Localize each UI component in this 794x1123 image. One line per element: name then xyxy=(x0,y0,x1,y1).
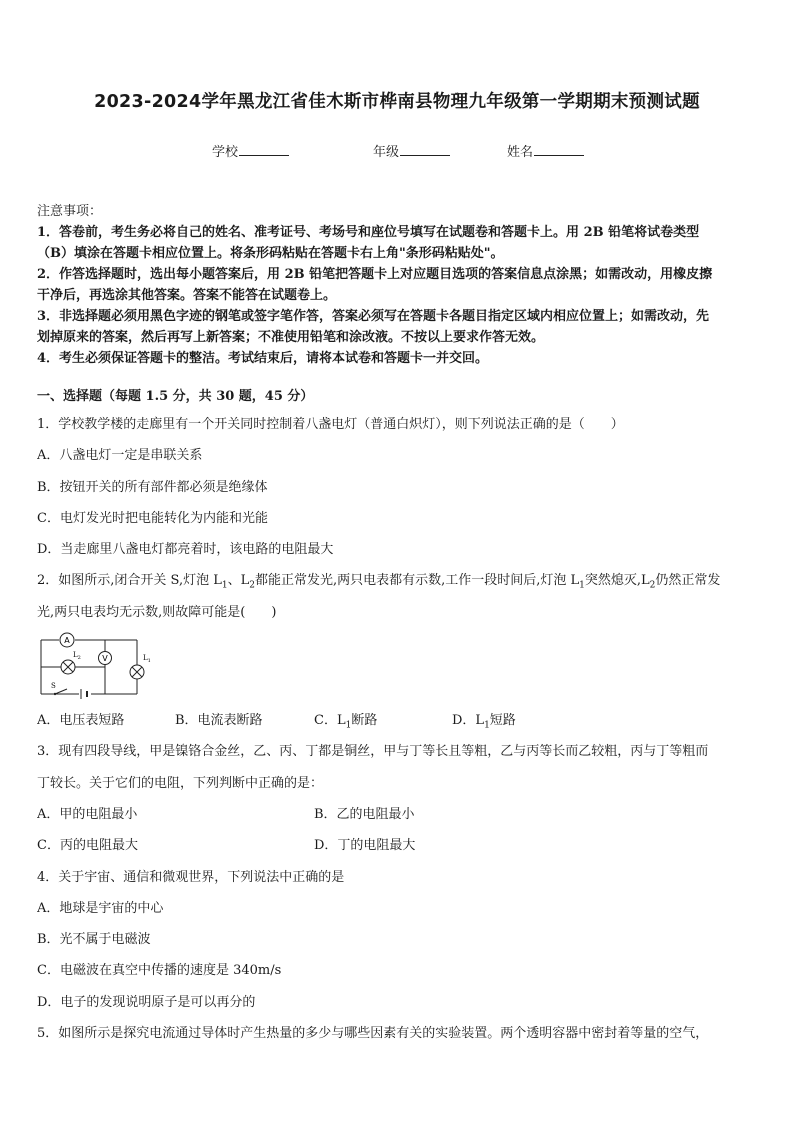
note-line: 2．作答选择题时，选出每小题答案后，用 2B 铅笔把答题卡上对应题目选项的答案信息点涂黑；如需改动，用橡皮擦 xyxy=(37,267,713,282)
q1-option-d[interactable]: D．当走廊里八盏电灯都亮着时，该电路的电阻最大 xyxy=(37,542,334,558)
grade-blank[interactable] xyxy=(400,144,450,156)
note-line: （B）填涂在答题卡相应位置上。将条形码粘贴在答题卡右上角"条形码粘贴处"。 xyxy=(37,246,504,261)
note-line: 划掉原来的答案，然后再写上新答案；不准使用铅笔和涂改液。不按以上要求作答无效。 xyxy=(37,330,545,345)
grade-label: 年级 xyxy=(373,145,400,160)
q4-option-a[interactable]: A．地球是宇宙的中心 xyxy=(37,900,164,916)
q4-option-d[interactable]: D．电子的发现说明原子是可以再分的 xyxy=(37,994,256,1010)
q3-option-b[interactable]: B．乙的电阻最小 xyxy=(314,806,415,822)
note-line: 3．非选择题必须用黑色字迹的钢笔或签字笔作答，答案必须写在答题卡各题目指定区域内相应位置上；如需改动，先 xyxy=(37,309,710,324)
q2-option-b[interactable]: B．电流表断路 xyxy=(175,713,263,729)
notes-heading: 注意事项： xyxy=(37,204,103,219)
q2-option-c[interactable]: C．$L_1$断路 xyxy=(314,713,378,731)
switch-icon xyxy=(55,689,67,694)
q1-option-b[interactable]: B．按钮开关的所有部件都必须是绝缘体 xyxy=(37,479,268,495)
note-line: 干净后，再选涂其他答案。答案不能答在试题卷上。 xyxy=(37,288,337,303)
name-blank[interactable] xyxy=(534,144,584,156)
q3-options-row1 xyxy=(37,799,759,830)
notes-section xyxy=(37,201,759,369)
q1-option-a[interactable]: A．八盏电灯一定是串联关系 xyxy=(37,448,203,464)
q3-options-row2 xyxy=(37,830,759,861)
circuit-svg xyxy=(39,628,159,705)
q2-circuit-diagram xyxy=(37,628,759,705)
q4-option-c[interactable]: C．电磁波在真空中传播的速度是 340m/s xyxy=(37,963,282,979)
q1-option-c[interactable]: C．电灯发光时把电能转化为内能和光能 xyxy=(37,510,268,526)
q2-options xyxy=(37,705,759,736)
lamp-l2-label: $L_2$ xyxy=(73,651,81,662)
q1-stem: 1．学校教学楼的走廊里有一个开关同时控制着八盏电灯（普通白炽灯），则下列说法正确的是（ ） xyxy=(37,417,624,432)
q5-stem: 5．如图所示是探究电流通过导体时产生热量的多少与哪些因素有关的实验装置。两个透明容器中密封着等量的空气， xyxy=(37,1026,709,1042)
school-blank[interactable] xyxy=(239,144,289,156)
q2-option-a[interactable]: A．电压表短路 xyxy=(37,713,125,729)
q4-stem: 4．关于宇宙、通信和微观世界，下列说法中正确的是 xyxy=(37,869,345,885)
q3-stem-line2: 丁较长。关于它们的电阻，下列判断中正确的是： xyxy=(37,775,324,791)
name-field xyxy=(507,141,584,160)
q2-stem-line2: 光,两只电表均无示数,则故障可能是( ) xyxy=(37,604,277,620)
note-line: 4．考生必须保证答题卡的整洁。考试结束后，请将本试卷和答题卡一并交回。 xyxy=(37,351,489,366)
q4-option-b[interactable]: B．光不属于电磁波 xyxy=(37,932,151,948)
voltmeter-label: V xyxy=(102,654,108,664)
name-label: 姓名 xyxy=(507,145,534,160)
exam-title: 2023-2024学年黑龙江省佳木斯市桦南县物理九年级第一学期期末预测试题 xyxy=(94,92,700,112)
lamp-l1-label: $L_1$ xyxy=(143,654,151,665)
grade-field xyxy=(373,141,450,160)
q2-option-d[interactable]: D．$L_1$短路 xyxy=(452,713,516,731)
exam-content xyxy=(37,201,759,1049)
note-line: 1．答卷前，考生务必将自己的姓名、准考证号、考场号和座位号填写在试题卷和答题卡上。用 2B 铅笔将试卷类型 xyxy=(37,225,700,240)
ammeter-label: A xyxy=(64,636,70,646)
school-label: 学校 xyxy=(212,145,239,160)
q3-option-c[interactable]: C．丙的电阻最大 xyxy=(37,838,138,854)
q2-stem-line1: 2．如图所示,闭合开关 S,灯泡 $L_1$、$L_2$都能正常发光,两只电表都有示数,工作一段时间后,灯泡 $L_1$突然熄灭$,L_2$仍然正常发 xyxy=(37,573,721,592)
section-heading: 一、选择题（每题 1.5 分，共 30 题，45 分） xyxy=(37,389,314,404)
q3-stem-line1: 3．现有四段导线，甲是镍铬合金丝，乙、丙、丁都是铜丝，甲与丁等长且等粗，乙与丙等长而乙较粗，丙与丁等粗而 xyxy=(37,744,709,760)
q3-option-a[interactable]: A．甲的电阻最小 xyxy=(37,806,138,822)
q3-option-d[interactable]: D．丁的电阻最大 xyxy=(314,838,416,854)
school-field xyxy=(212,141,289,160)
switch-label: S xyxy=(51,682,56,691)
